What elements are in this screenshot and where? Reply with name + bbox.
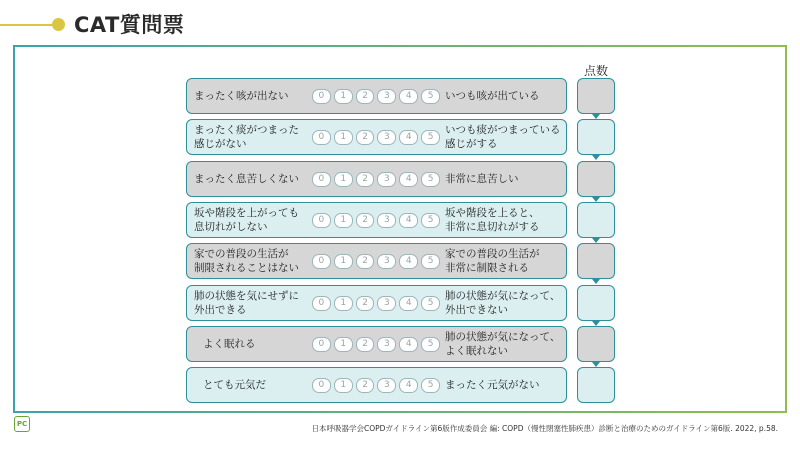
score-option-5[interactable]: 5 [421, 254, 440, 269]
score-option-0[interactable]: 0 [312, 254, 331, 269]
source-citation: 日本呼吸器学会COPDガイドライン第6版作成委員会 編: COPD（慢性閉塞性肺疾患）診断と治療のためのガイドライン第6版. 2022, p.58. [311, 424, 778, 433]
score-box[interactable] [577, 243, 615, 279]
score-option-4[interactable]: 4 [399, 172, 418, 187]
score-scale [312, 172, 440, 187]
question-left-label: まったく咳が出ない [194, 90, 289, 102]
question-right-label: 坂や階段を上ると、 非常に息切れがする [445, 207, 540, 233]
question-right-label: 肺の状態が気になって、 よく眠れない [445, 331, 561, 357]
score-option-5[interactable]: 5 [421, 89, 440, 104]
score-box[interactable] [577, 119, 615, 155]
question-row [186, 367, 567, 403]
logo-icon: PC [14, 416, 30, 432]
score-option-4[interactable]: 4 [399, 337, 418, 352]
question-row [186, 326, 567, 362]
question-left-label: まったく息苦しくない [194, 173, 299, 185]
question-right-label: 非常に息苦しい [445, 173, 519, 185]
question-right-label: 肺の状態が気になって、 外出できない [445, 290, 561, 316]
score-option-0[interactable]: 0 [312, 130, 331, 145]
question-row [186, 119, 567, 155]
score-box[interactable] [577, 161, 615, 197]
score-option-5[interactable]: 5 [421, 378, 440, 393]
score-option-3[interactable]: 3 [377, 337, 396, 352]
score-option-0[interactable]: 0 [312, 89, 331, 104]
score-box[interactable] [577, 326, 615, 362]
question-left-label: まったく痰がつまった 感じがない [194, 124, 299, 150]
score-scale [312, 130, 440, 145]
score-option-2[interactable]: 2 [356, 172, 375, 187]
score-option-3[interactable]: 3 [377, 254, 396, 269]
score-option-1[interactable]: 1 [334, 213, 353, 228]
score-option-3[interactable]: 3 [377, 172, 396, 187]
score-option-4[interactable]: 4 [399, 296, 418, 311]
score-option-2[interactable]: 2 [356, 337, 375, 352]
score-option-5[interactable]: 5 [421, 296, 440, 311]
score-box[interactable] [577, 202, 615, 238]
question-left-label: とても元気だ [203, 379, 266, 391]
score-option-1[interactable]: 1 [334, 130, 353, 145]
question-left-label: 肺の状態を気にせずに 外出できる [194, 290, 299, 316]
score-scale [312, 254, 440, 269]
score-option-4[interactable]: 4 [399, 213, 418, 228]
score-option-1[interactable]: 1 [334, 378, 353, 393]
question-row [186, 243, 567, 279]
score-option-1[interactable]: 1 [334, 296, 353, 311]
score-box[interactable] [577, 78, 615, 114]
score-option-2[interactable]: 2 [356, 378, 375, 393]
score-scale [312, 213, 440, 228]
score-option-0[interactable]: 0 [312, 172, 331, 187]
page-title: CAT質問票 [74, 13, 185, 37]
title-dot [52, 18, 65, 31]
score-option-1[interactable]: 1 [334, 89, 353, 104]
score-option-5[interactable]: 5 [421, 337, 440, 352]
score-option-3[interactable]: 3 [377, 89, 396, 104]
down-arrow-icon [592, 155, 600, 160]
score-option-2[interactable]: 2 [356, 296, 375, 311]
score-option-0[interactable]: 0 [312, 337, 331, 352]
down-arrow-icon [592, 279, 600, 284]
score-option-4[interactable]: 4 [399, 378, 418, 393]
score-scale [312, 296, 440, 311]
question-right-label: 家での普段の生活が 非常に制限される [445, 248, 540, 274]
score-option-5[interactable]: 5 [421, 172, 440, 187]
score-option-1[interactable]: 1 [334, 337, 353, 352]
score-option-3[interactable]: 3 [377, 296, 396, 311]
score-option-2[interactable]: 2 [356, 213, 375, 228]
question-row [186, 161, 567, 197]
score-box[interactable] [577, 367, 615, 403]
score-scale [312, 337, 440, 352]
score-option-4[interactable]: 4 [399, 89, 418, 104]
question-left-label: 坂や階段を上がっても 息切れがしない [194, 207, 299, 233]
score-scale [312, 378, 440, 393]
score-option-2[interactable]: 2 [356, 254, 375, 269]
question-row [186, 285, 567, 321]
question-left-label: よく眠れる [203, 338, 256, 350]
score-box[interactable] [577, 285, 615, 321]
score-option-3[interactable]: 3 [377, 130, 396, 145]
score-option-4[interactable]: 4 [399, 254, 418, 269]
score-option-3[interactable]: 3 [377, 213, 396, 228]
question-right-label: いつも咳が出ている [445, 90, 540, 102]
score-option-1[interactable]: 1 [334, 172, 353, 187]
score-scale [312, 89, 440, 104]
score-column-header: 点数 [584, 64, 609, 78]
score-option-2[interactable]: 2 [356, 89, 375, 104]
question-row [186, 202, 567, 238]
score-option-3[interactable]: 3 [377, 378, 396, 393]
score-option-0[interactable]: 0 [312, 378, 331, 393]
score-option-1[interactable]: 1 [334, 254, 353, 269]
score-option-0[interactable]: 0 [312, 213, 331, 228]
score-option-2[interactable]: 2 [356, 130, 375, 145]
score-option-4[interactable]: 4 [399, 130, 418, 145]
question-right-label: まったく元気がない [445, 379, 540, 391]
score-option-0[interactable]: 0 [312, 296, 331, 311]
score-option-5[interactable]: 5 [421, 213, 440, 228]
question-row [186, 78, 567, 114]
score-option-5[interactable]: 5 [421, 130, 440, 145]
title-underline [0, 24, 58, 26]
question-right-label: いつも痰がつまっている 感じがする [445, 124, 561, 150]
question-left-label: 家での普段の生活が 制限されることはない [194, 248, 299, 274]
